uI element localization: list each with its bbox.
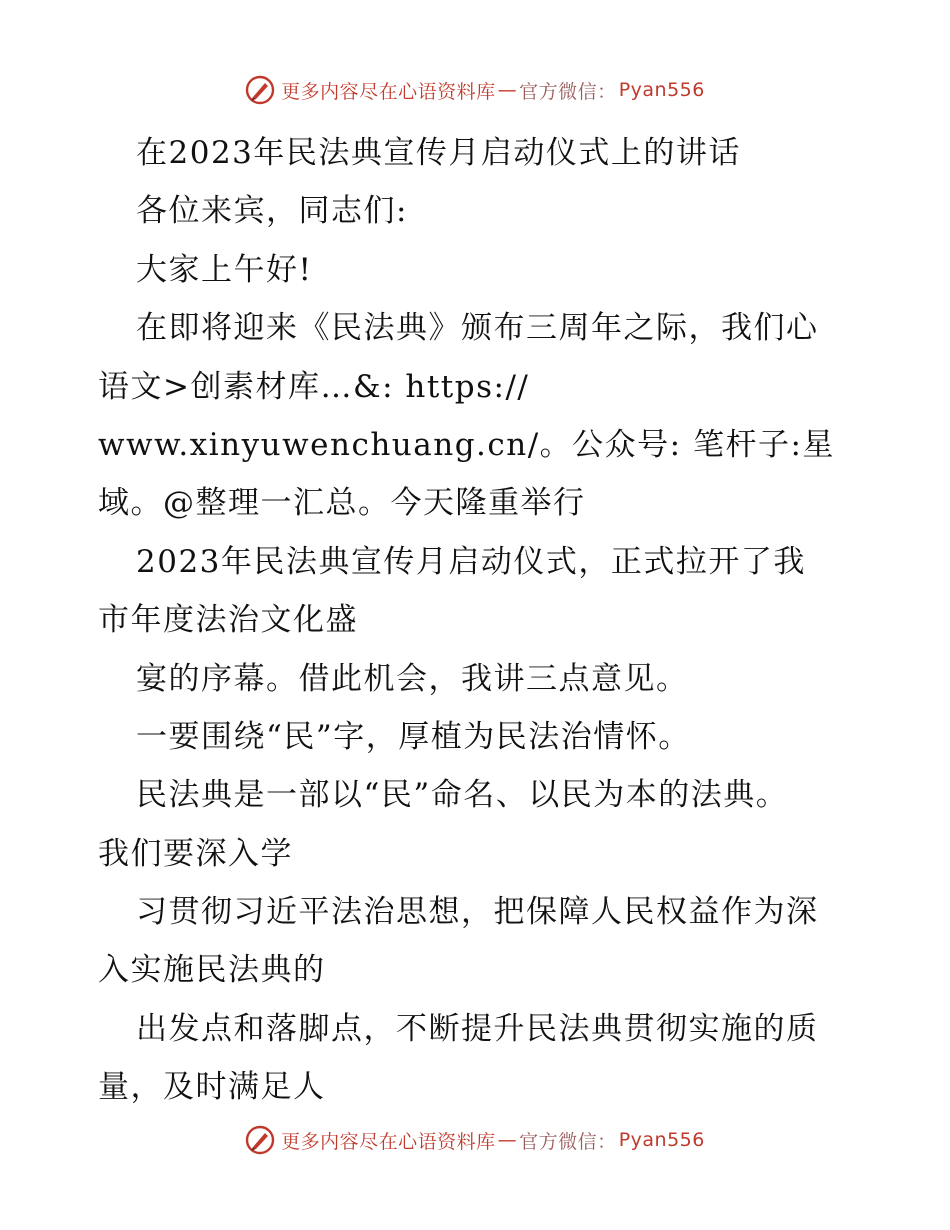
text-line: 语文>创素材库…&: https:// (98, 368, 530, 405)
text-line: 2023年民法典宣传月启动仪式，正式拉开了我 (136, 543, 806, 580)
text-line: 大家上午好! (136, 251, 313, 288)
text-line: 一要围绕“民”字，厚植为民法治情怀。 (136, 718, 691, 755)
text-line: 量，及时满足人 (98, 1069, 326, 1106)
text-line: 在2023年民法典宣传月启动仪式上的讲话 (136, 135, 741, 171)
watermark-separator: — (497, 79, 518, 101)
text-line: 出发点和落脚点，不断提升民法典贯彻实施的质 (136, 1010, 819, 1047)
text-line: 域。@整理一汇总。今天隆重举行 (98, 485, 586, 522)
watermark-site-text: 更多内容尽在心语资料库 (281, 80, 496, 103)
text-line: 习贯彻习近平法治思想，把保障人民权益作为深 (136, 894, 819, 931)
text-line: 民法典是一部以“民”命名、以民为本的法典。 (136, 777, 789, 814)
pen-logo-icon (245, 75, 275, 105)
watermark-site-text: 更多内容尽在心语资料库 (281, 1130, 496, 1153)
watermark-wechat-label: 官方微信： (519, 1130, 617, 1153)
text-line: 市年度法治文化盛 (98, 602, 358, 639)
header-watermark (0, 70, 950, 110)
text-line: 各位来宾，同志们: (136, 193, 408, 230)
text-line: 宴的序幕。借此机会，我讲三点意见。 (136, 660, 689, 697)
text-line: 在即将迎来《民法典》颁布三周年之际，我们心 (136, 310, 819, 347)
watermark-wechat-id: Pyan556 (618, 1129, 705, 1151)
watermark-wechat-label: 官方微信： (519, 80, 617, 103)
pen-logo-icon (245, 1125, 275, 1155)
footer-watermark (0, 1120, 950, 1160)
text-line: 入实施民法典的 (98, 952, 326, 989)
watermark-separator: — (497, 1129, 518, 1151)
text-line: www.xinyuwenchuang.cn/。公众号: 笔杆子:星 (98, 426, 835, 463)
watermark-wechat-id: Pyan556 (618, 79, 705, 101)
document-body (98, 124, 868, 1117)
text-line: 我们要深入学 (98, 835, 293, 872)
